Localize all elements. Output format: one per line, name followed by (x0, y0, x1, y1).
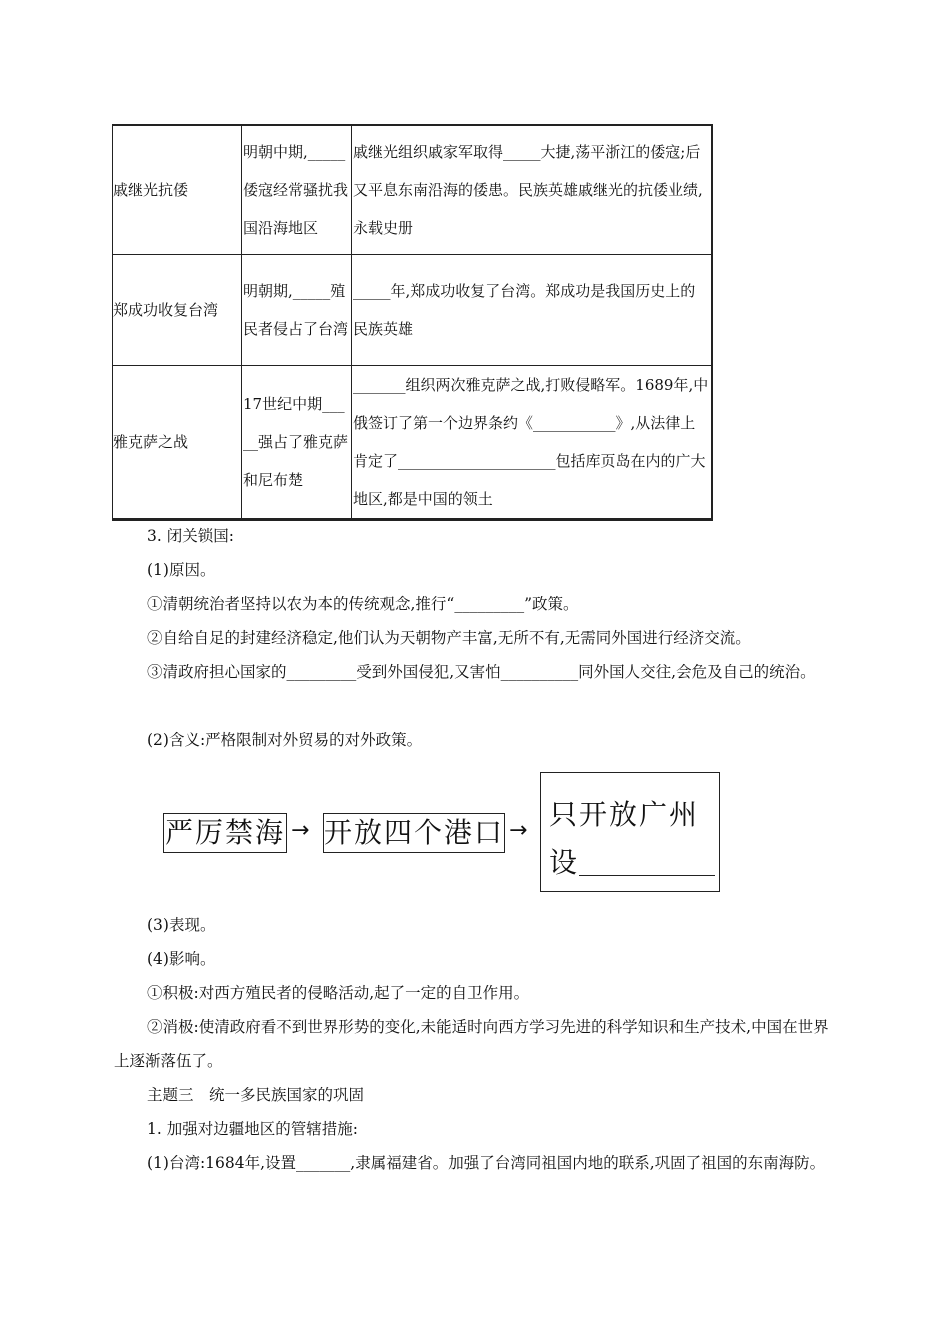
background-cell: 17世纪中期_____强占了雅克萨和尼布楚 (242, 366, 352, 520)
cause-item: ③清政府担心国家的_________受到外国侵犯,又害怕__________同外国人交往,会危及自己的统治。 (147, 663, 816, 681)
flow-step-box: 严厉禁海 (163, 813, 287, 853)
section-heading: 3. 闭关锁国: (147, 527, 234, 545)
result-cell: _______组织两次雅克萨之战,打败侵略军。1689年,中俄签订了第一个边界条约《___________》,从法律上肯定了_____________________包括库页岛在内的广大地区,都是中国的领土 (352, 366, 713, 520)
flow-arrow: → (291, 818, 310, 843)
flow-step-line (549, 839, 719, 887)
table-row (113, 125, 713, 255)
cause-item: ①清朝统治者坚持以农为本的传统观念,推行“_________”政策。 (147, 595, 579, 613)
theme-title: 主题三 统一多民族国家的巩固 (147, 1086, 365, 1104)
flow-arrow: → (509, 818, 528, 843)
result-cell: _____年,郑成功收复了台湾。郑成功是我国历史上的民族英雄 (352, 255, 713, 366)
flow-step-box: 开放四个港口 (323, 813, 505, 853)
event-cell: 戚继光抗倭 (113, 125, 242, 255)
table-row (113, 366, 713, 520)
event-cell: 郑成功收复台湾 (113, 255, 242, 366)
result-cell: 戚继光组织戚家军取得_____大捷,荡平浙江的倭寇;后又平息东南沿海的倭患。民族英雄戚继光的抗倭业绩,永载史册 (352, 125, 713, 255)
event-cell: 雅克萨之战 (113, 366, 242, 520)
background-cell: 明朝期,_____殖民者侵占了台湾 (242, 255, 352, 366)
impact-title: (4)影响。 (147, 950, 216, 968)
taiwan-text: (1)台湾:1684年,设置_______,隶属福建省。加强了台湾同祖国内地的联系,巩固了祖国的东南海防。 (147, 1154, 826, 1172)
theme-item: 1. 加强对边疆地区的管辖措施: (147, 1120, 358, 1138)
fill-blank (579, 845, 715, 876)
cause-title: (1)原因。 (147, 561, 216, 579)
flow-step-line: 只开放广州 (549, 798, 700, 831)
meaning-text: (2)含义:严格限制对外贸易的对外政策。 (147, 731, 423, 749)
cause-item: ②自给自足的封建经济稳定,他们认为天朝物产丰富,无所不有,无需同外国进行经济交流。 (147, 629, 751, 647)
manifest-text: (3)表现。 (147, 916, 216, 934)
flow-step-text: 设 (549, 846, 580, 879)
impact-item: ①积极:对西方殖民者的侵略活动,起了一定的自卫作用。 (147, 984, 530, 1002)
background-cell: 明朝中期,_____倭寇经常骚扰我国沿海地区 (242, 125, 352, 255)
history-table (112, 124, 713, 521)
table-row (113, 255, 713, 366)
impact-item: ②消极:使清政府看不到世界形势的变化,未能适时向西方学习先进的科学知识和生产技术,中国在世界上逐渐落伍了。 (114, 1018, 829, 1070)
flow-step-box (540, 772, 720, 892)
